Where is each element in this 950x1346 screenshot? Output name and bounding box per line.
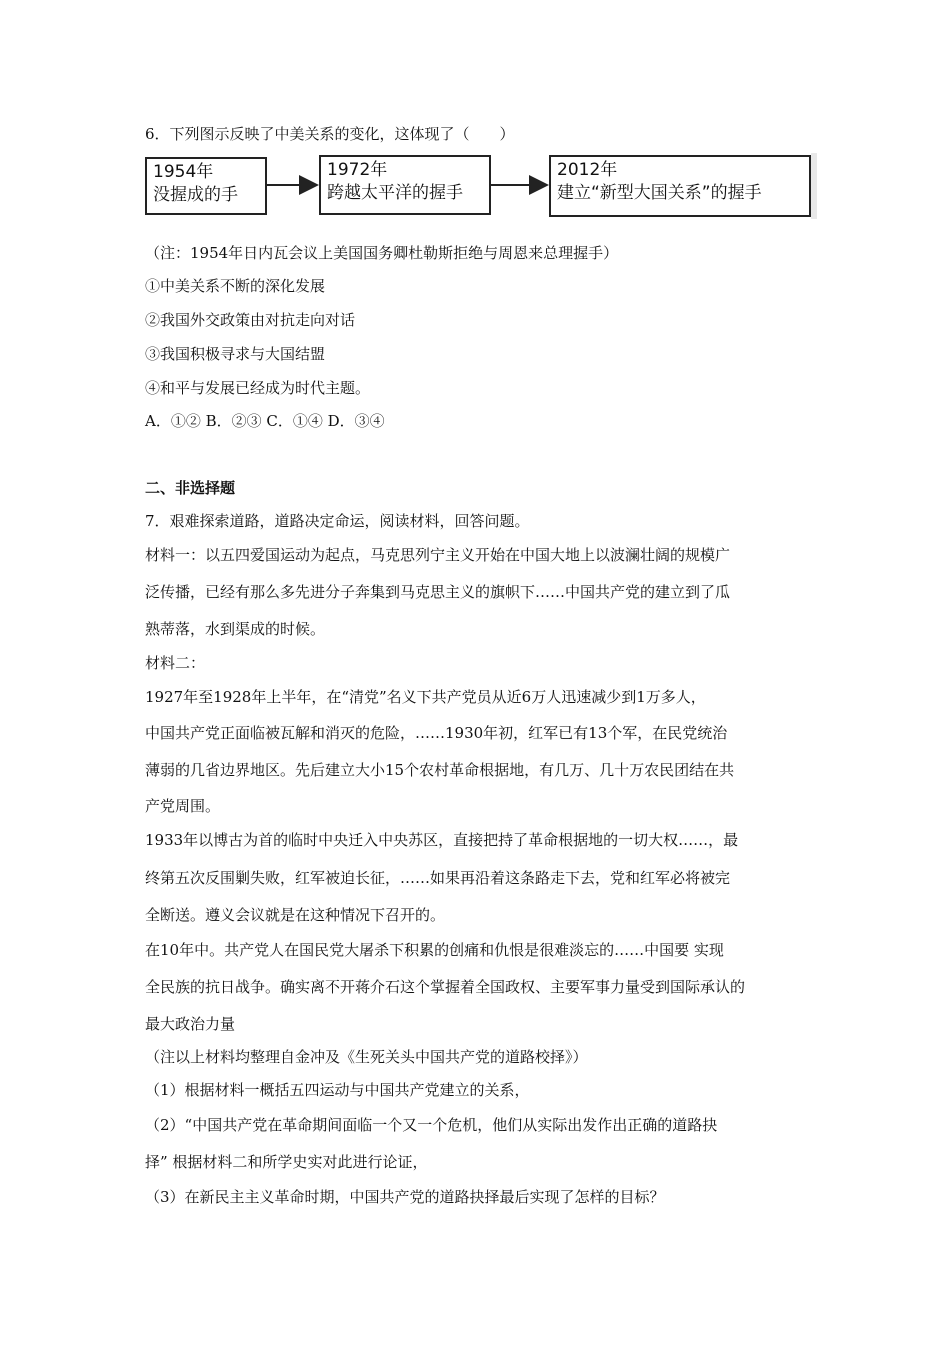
material-2-line: 全民族的抗日战争。确实离不开蒋介石这个掌握着全国政权、主要军事力量受到国际承认的 bbox=[145, 978, 746, 996]
diagram-box-1954 bbox=[145, 157, 267, 215]
box-text: 没握成的手 bbox=[153, 185, 238, 205]
option-3: ③我国积极寻求与大国结盟 bbox=[145, 345, 326, 363]
material-2-line: 最大政治力量 bbox=[145, 1015, 236, 1033]
material-2-line: 1933年以博古为首的临时中央迁入中央苏区，直接把持了革命根据地的一切大权……，最 bbox=[145, 831, 739, 849]
sub-question-2-cont: 择” 根据材料二和所学史实对此进行论证， bbox=[145, 1153, 428, 1171]
diagram-box-1972 bbox=[319, 155, 491, 215]
source-note: （注以上材料均整理自金冲及《生死关头中国共产党的道路校择》） bbox=[145, 1048, 588, 1066]
sub-question-3: （3）在新民主主义革命时期，中国共产党的道路抉择最后实现了怎样的目标？ bbox=[145, 1188, 665, 1206]
box-year: 1954年 bbox=[153, 162, 214, 182]
material-2-line: 在10年中。共产党人在国民党大屠杀下积累的创痛和仇恨是很难淡忘的……中国要 实现 bbox=[145, 941, 724, 959]
option-1: ①中美关系不断的深化发展 bbox=[145, 277, 326, 295]
box-text: 跨越太平洋的握手 bbox=[327, 183, 463, 203]
material-1-line: 泛传播，已经有那么多先进分子奔集到马克思主义的旗帜下……中国共产党的建立到了瓜 bbox=[145, 583, 731, 601]
section-heading: 二、非选择题 bbox=[145, 479, 236, 497]
option-4: ④和平与发展已经成为时代主题。 bbox=[145, 379, 371, 397]
material-2-line: 终第五次反围剿失败，红军被迫长征，……如果再沿着这条路走下去，党和红军必将被完 bbox=[145, 869, 731, 887]
material-2-title: 材料二： bbox=[145, 654, 206, 672]
question-7-stem: 7．艰难探索道路，道路决定命运，阅读材料，回答问题。 bbox=[145, 512, 530, 530]
box-text: 建立“新型大国关系”的握手 bbox=[557, 183, 762, 203]
answer-choices: A．①② B．②③ C．①④ D．③④ bbox=[145, 412, 385, 430]
box-year: 2012年 bbox=[557, 160, 618, 180]
sub-question-1: （1）根据材料一概括五四运动与中国共产党建立的关系， bbox=[145, 1081, 530, 1099]
material-1-line: 熟蒂落，水到渠成的时候。 bbox=[145, 620, 326, 638]
material-2-line: 全断送。遵义会议就是在这种情况下召开的。 bbox=[145, 906, 446, 924]
question-6-note: （注：1954年日内瓦会议上美国国务卿杜勒斯拒绝与周恩来总理握手） bbox=[145, 244, 619, 262]
diagram-box-2012 bbox=[549, 155, 811, 217]
material-2-line: 中国共产党正面临被瓦解和消灭的危险，……1930年初，红军已有13个军，在民党统治 bbox=[145, 724, 728, 742]
box-year: 1972年 bbox=[327, 160, 388, 180]
sub-question-2: （2）“中国共产党在革命期间面临一个又一个危机，他们从实际出发作出正确的道路抉 bbox=[145, 1116, 718, 1134]
question-6-stem: 6．下列图示反映了中美关系的变化，这体现了（ ） bbox=[145, 125, 515, 143]
material-2-line: 薄弱的几省边界地区。先后建立大小15个农村革命根据地，有几万、几十万农民团结在共 bbox=[145, 761, 735, 779]
material-2-line: 产党周围。 bbox=[145, 797, 221, 815]
option-2: ②我国外交政策由对抗走向对话 bbox=[145, 311, 356, 329]
material-1-line: 材料一：以五四爱国运动为起点，马克思列宁主义开始在中国大地上以波澜壮阔的规模广 bbox=[145, 546, 731, 564]
material-2-line: 1927年至1928年上半年，在“清党”名义下共产党员从近6万人迅速减少到1万多人， bbox=[145, 688, 706, 706]
handshake-timeline-diagram bbox=[143, 153, 818, 221]
